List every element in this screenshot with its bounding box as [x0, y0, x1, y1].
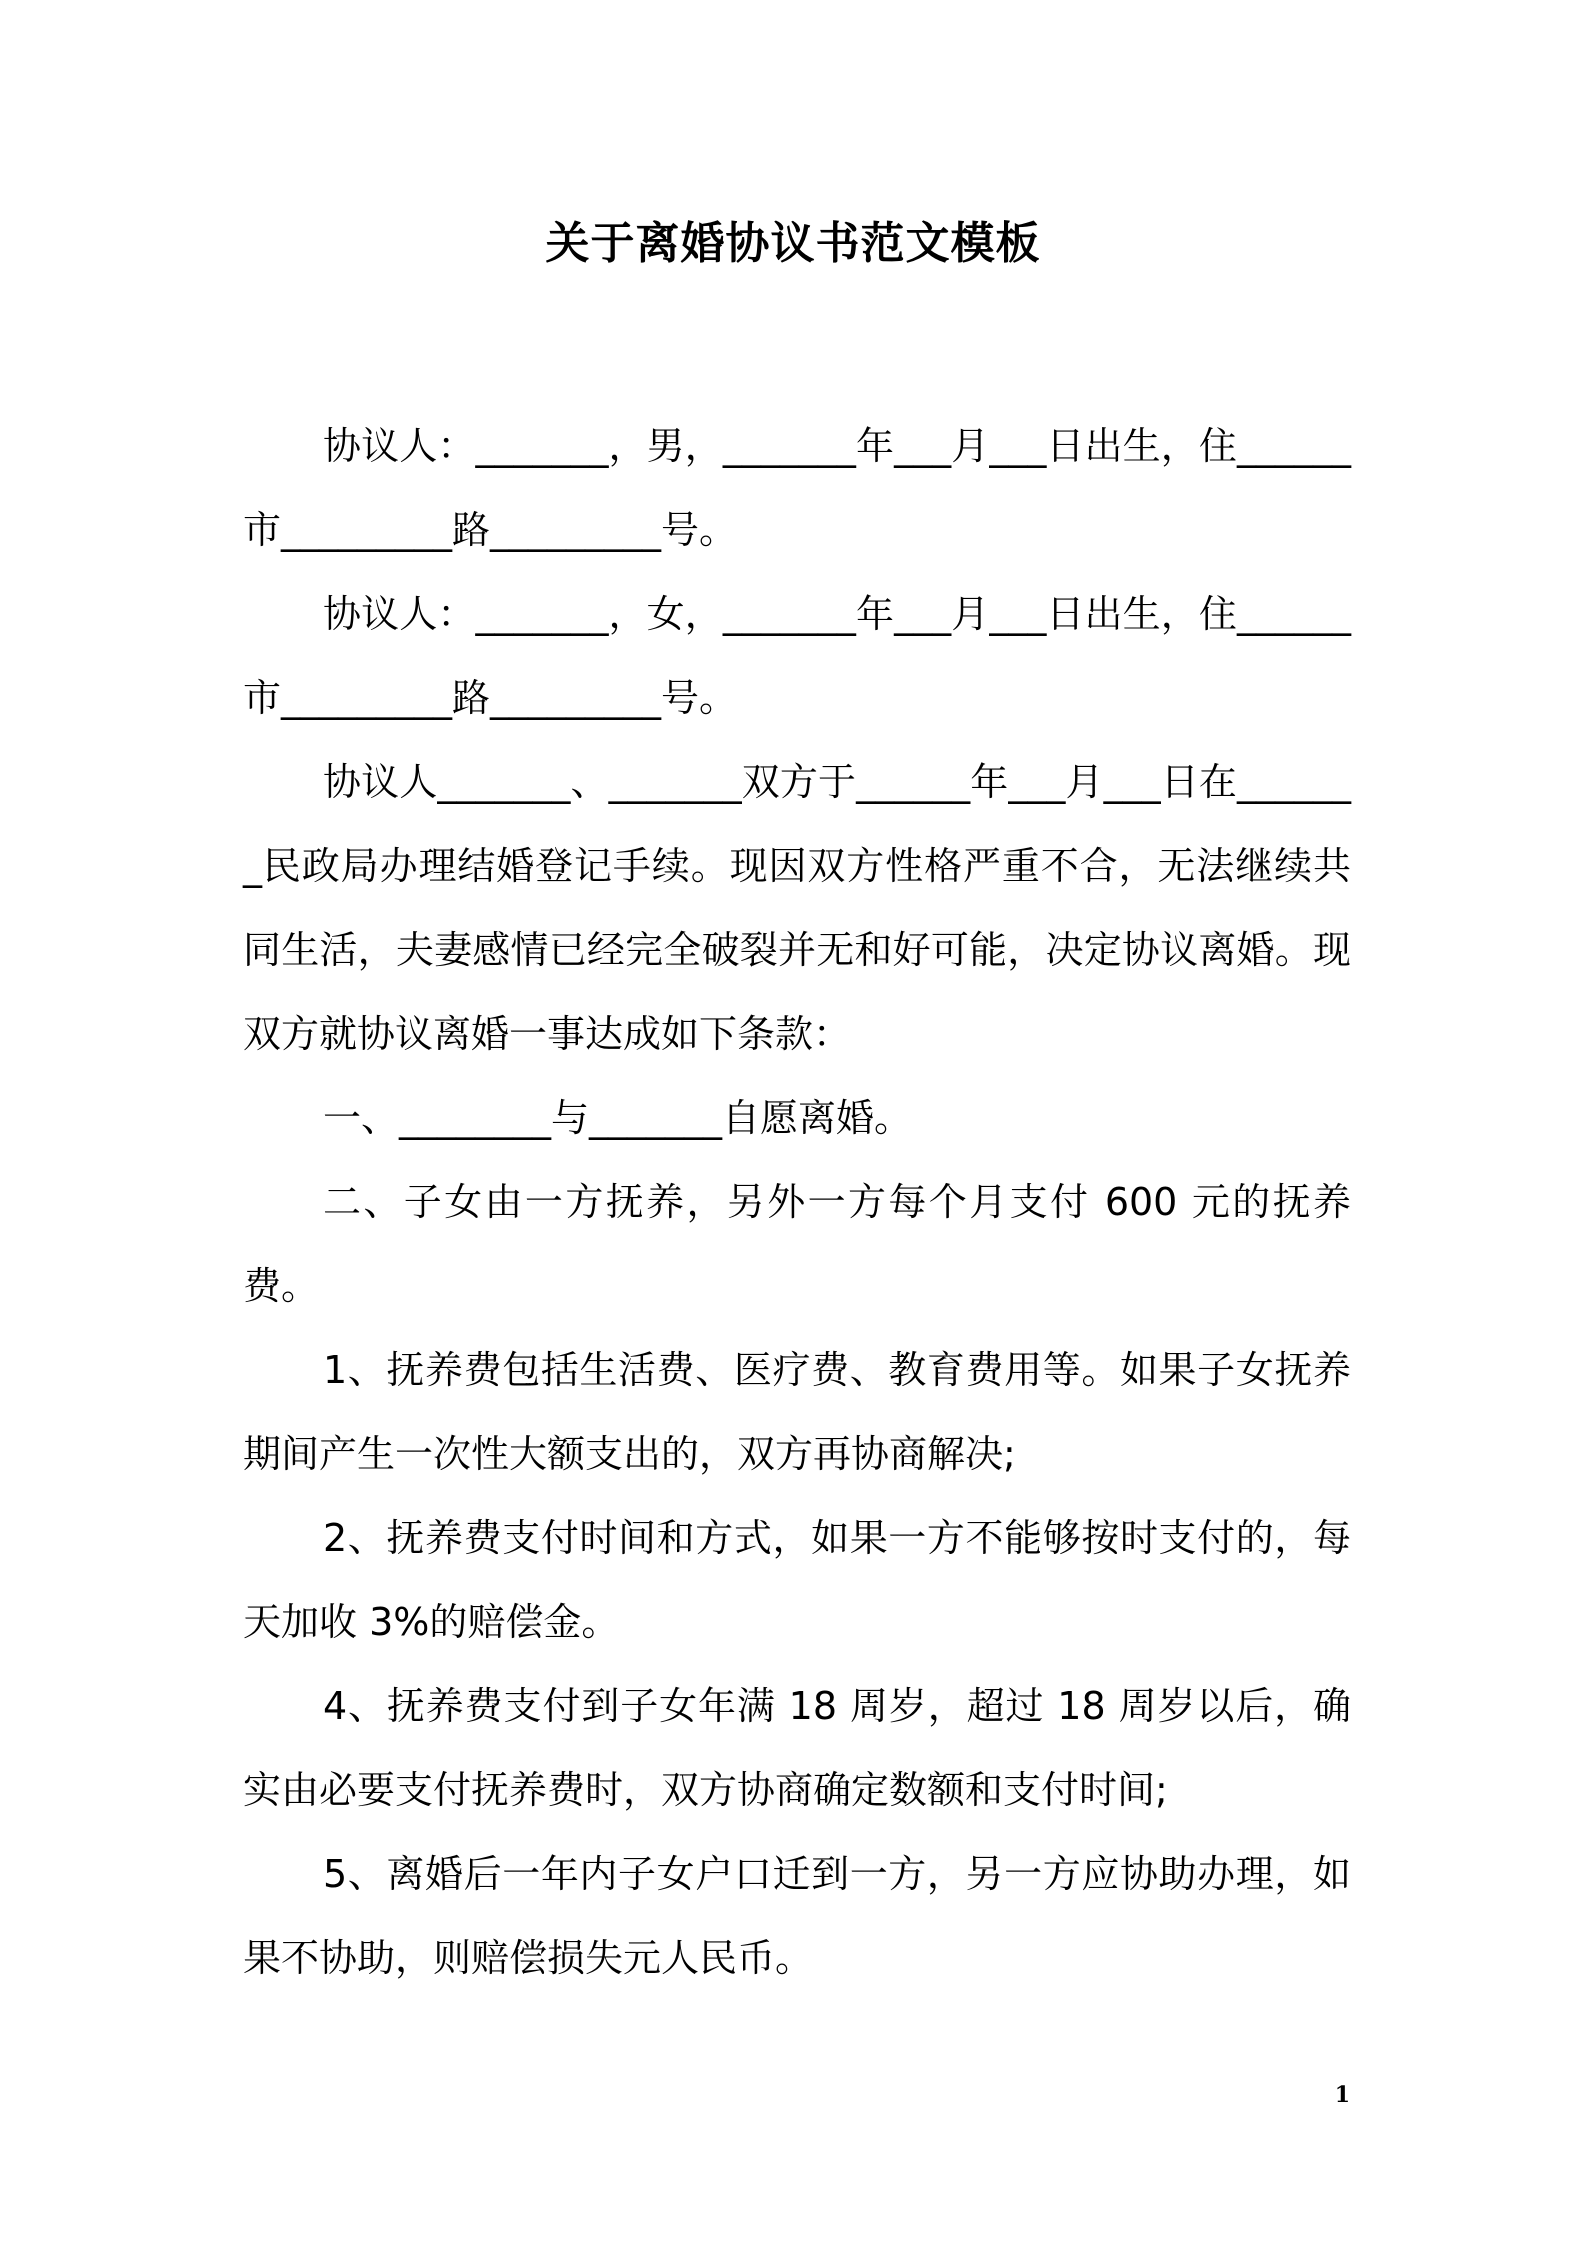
paragraph-subclause-4: 4、抚养费支付到子女年满 18 周岁，超过 18 周岁以后，确实由必要支付抚养费时，双方协商确定数额和支付时间; — [243, 1684, 1351, 1812]
document-title: 关于离婚协议书范文模板 — [545, 218, 1041, 269]
paragraph-subclause-1: 1、抚养费包括生活费、医疗费、教育费用等。如果子女抚养期间产生一次性大额支出的，双方再协商解决; — [243, 1348, 1351, 1476]
paragraph-subclause-2: 2、抚养费支付时间和方式，如果一方不能够按时支付的，每天加收 3%的赔偿金。 — [243, 1516, 1351, 1644]
paragraph-party-female: 协议人：_______，女，_______年___月___日出生，住______市_________路_________号。 — [243, 592, 1351, 720]
paragraph-preamble: 协议人_______、_______双方于______年___月___日在_______民政局办理结婚登记手续。现因双方性格严重不合，无法继续共同生活，夫妻感情已经完全破裂并无和好可能，决定协议离婚。现双方就协议离婚一事达成如下条款： — [243, 760, 1351, 1056]
document-body — [243, 404, 1351, 2000]
paragraph-party-male: 协议人：_______，男，_______年___月___日出生，住______市_________路_________号。 — [243, 424, 1351, 552]
paragraph-clause-2: 二、子女由一方抚养，另外一方每个月支付 600 元的抚养费。 — [243, 1180, 1351, 1308]
paragraph-clause-1: 一、________与_______自愿离婚。 — [323, 1096, 913, 1140]
paragraph-subclause-5: 5、离婚后一年内子女户口迁到一方，另一方应协助办理，如果不协助，则赔偿损失元人民币。 — [243, 1852, 1351, 1980]
page-number: 1 — [1334, 2082, 1350, 2108]
